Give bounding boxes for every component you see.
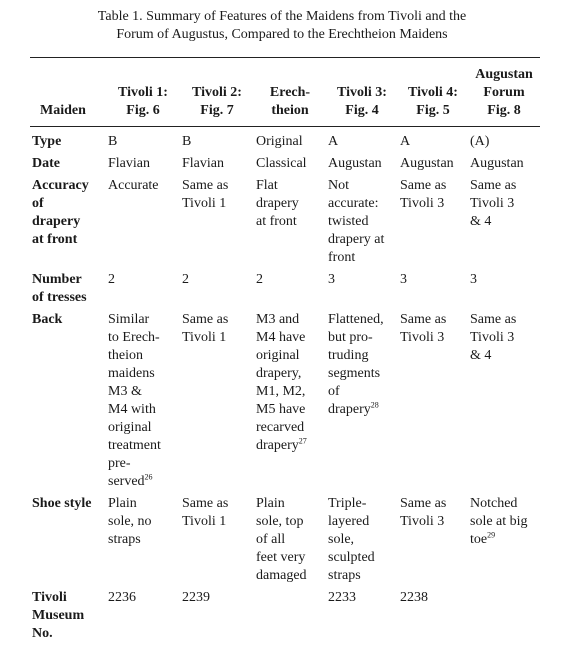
header-maiden: Maiden xyxy=(40,103,86,118)
table-cell: Same as Tivoli 3 & 4 xyxy=(470,178,517,229)
features-table xyxy=(30,60,540,647)
table-cell: 2233 xyxy=(328,590,356,605)
table-cell: 3 xyxy=(328,272,335,287)
table-cell: Similar to Erech- theion maidens M3 & M4 with original treatment pre- served$^{26}$ xyxy=(108,312,161,489)
row-label-type: Type xyxy=(32,134,62,149)
table-row xyxy=(30,271,540,311)
header-tivoli-1: Tivoli 1: Fig. 6 xyxy=(118,85,168,118)
table-row xyxy=(30,125,540,155)
caption-line-2: Forum of Augustus, Compared to the Erechtheion Maidens xyxy=(116,27,448,42)
header-tivoli-3: Tivoli 3: Fig. 4 xyxy=(337,85,387,118)
table-cell: Not accurate: twisted drapery at front xyxy=(328,178,385,265)
table-cell: Accurate xyxy=(108,178,159,193)
table-cell: Augustan xyxy=(400,156,454,171)
table-cell: Flat drapery at front xyxy=(256,178,299,229)
table-row xyxy=(30,155,540,177)
table-cell: M3 and M4 have original drapery, M1, M2, M5 have recarved drapery$^{27}$ xyxy=(256,312,307,453)
caption-line-1: Table 1. Summary of Features of the Maidens from Tivoli and the xyxy=(97,9,467,24)
table-cell: Same as Tivoli 3 xyxy=(400,496,447,529)
table-cell: Same as Tivoli 3 xyxy=(400,178,447,211)
table-row xyxy=(30,589,540,647)
table-row xyxy=(30,311,540,495)
table-cell: Augustan xyxy=(328,156,382,171)
header-erechtheion: Erech- theion xyxy=(269,85,311,118)
header-tivoli-4: Tivoli 4: Fig. 5 xyxy=(408,85,458,118)
table-cell: B xyxy=(108,134,118,149)
table-cell: Flattened, but pro- truding segments of drapery$^{28}$ xyxy=(328,312,384,417)
table-cell: Classical xyxy=(256,156,307,171)
footnote-ref: 29 xyxy=(487,530,496,540)
table-header-row xyxy=(30,60,540,125)
table-cell: A xyxy=(328,134,339,149)
table-cell: Same as Tivoli 1 xyxy=(182,178,229,211)
table-cell: 3 xyxy=(470,272,477,287)
table-cell: Flavian xyxy=(182,156,224,171)
row-label-tresses: Number of tresses xyxy=(32,272,87,305)
table-cell: Same as Tivoli 3 & 4 xyxy=(470,312,517,363)
table-cell: (A) xyxy=(470,134,490,149)
row-label-shoe: Shoe style xyxy=(32,496,92,511)
row-label-museum-no: Tivoli Museum No. xyxy=(32,590,85,641)
table-cell: 2 xyxy=(256,272,263,287)
table-cell: 2239 xyxy=(182,590,210,605)
row-label-back: Back xyxy=(32,312,63,327)
table-cell: Original xyxy=(256,134,303,149)
table-cell: Same as Tivoli 1 xyxy=(182,496,229,529)
footnote-ref: 26 xyxy=(144,472,153,482)
header-tivoli-2: Tivoli 2: Fig. 7 xyxy=(192,85,242,118)
row-label-date: Date xyxy=(32,156,60,171)
top-rule xyxy=(30,57,540,58)
table-row xyxy=(30,177,540,271)
table-cell: A xyxy=(400,134,411,149)
table-cell: Notched sole at big toe$^{29}$ xyxy=(470,496,528,547)
table-cell: Augustan xyxy=(470,156,524,171)
table-cell: 2238 xyxy=(400,590,428,605)
table-cell: 3 xyxy=(400,272,407,287)
table-cell: 2236 xyxy=(108,590,136,605)
table-cell xyxy=(254,589,326,647)
footnote-ref: 27 xyxy=(298,436,307,446)
table-cell: 2 xyxy=(182,272,189,287)
table-caption xyxy=(0,8,564,44)
table-cell: B xyxy=(182,134,192,149)
table-cell xyxy=(468,589,540,647)
table-cell: Triple- layered sole, sculpted straps xyxy=(328,496,375,583)
table-cell: Flavian xyxy=(108,156,150,171)
table-cell: Plain sole, top of all feet very damaged xyxy=(256,496,307,583)
table-cell: Same as Tivoli 3 xyxy=(400,312,447,345)
row-label-accuracy: Accuracy of drapery at front xyxy=(32,178,89,247)
footnote-ref: 28 xyxy=(370,400,379,410)
header-augustan-forum: Augustan Forum Fig. 8 xyxy=(475,67,533,118)
table-cell: 2 xyxy=(108,272,115,287)
table-cell: Same as Tivoli 1 xyxy=(182,312,229,345)
table-cell: Plain sole, no straps xyxy=(108,496,152,547)
table-row xyxy=(30,495,540,589)
